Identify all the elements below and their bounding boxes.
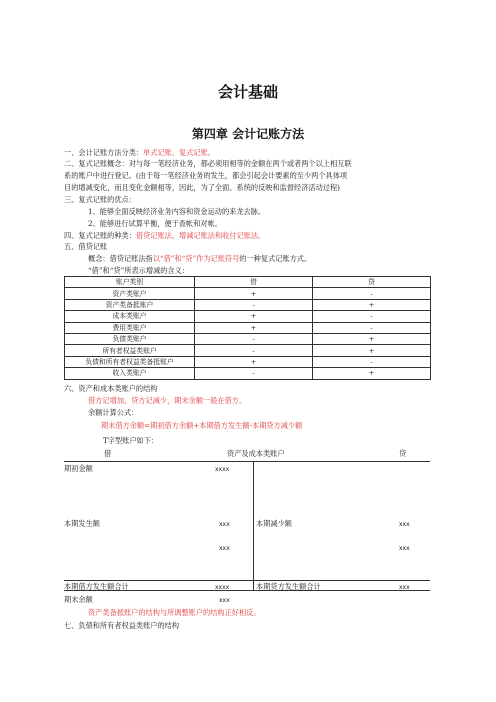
credit-cell: - (313, 288, 431, 299)
debit-credit-table (64, 276, 431, 380)
t-account-credit: 贷 (399, 449, 407, 458)
credit-cell: + (313, 299, 431, 310)
highlight-text: 单式记账、复式记账。 (143, 148, 215, 157)
paragraph-line: 三、复式记账的优点： (64, 195, 136, 204)
closing-balance-value: xxx (219, 597, 230, 604)
debit-cell: + (195, 311, 313, 322)
table-header: 贷 (313, 277, 431, 288)
debit-cell: - (195, 368, 313, 379)
t-account (64, 461, 430, 591)
paragraph-line: 目的增减变化，而且变化金额相等，因此，为了全面、系统的反映和监督经济活动过程) (64, 183, 340, 192)
table-row (65, 299, 431, 310)
closing-balance-label: 期末余额 (64, 595, 93, 604)
debit-cell: - (195, 333, 313, 344)
paragraph-line: 系的账户中进行登记。(由于每一笔经济业务的发生，都会引起会计要素的至少两个具体项 (64, 171, 348, 180)
credit-total-value: xxx (399, 584, 410, 591)
table-row (65, 288, 431, 299)
table-row (65, 368, 431, 379)
account-category-cell: 资产类账户 (65, 288, 195, 299)
chapter-heading: 第四章 会计记账方法 (191, 127, 305, 141)
highlight-text: 借贷记账法，增减记账法和收付记账法。 (135, 231, 266, 240)
t-account-title: 资产及成本类账户 (227, 449, 285, 458)
credit-cell: - (313, 356, 431, 367)
document-title: 会计基础 (217, 83, 278, 101)
paragraph-text: 概念：借贷记账法指 (88, 254, 153, 263)
period-occurrence-value: xxx (219, 545, 230, 552)
table-header: 借 (195, 277, 313, 288)
period-occurrence-value: xxx (219, 521, 230, 528)
account-category-cell: 负债类账户 (65, 333, 195, 344)
t-account-label: T字型账户如下： (103, 436, 159, 445)
table-header-row (65, 277, 431, 288)
debit-cell: + (195, 288, 313, 299)
period-decrease-label: 本期减少额 (256, 519, 292, 528)
credit-cell: - (313, 322, 431, 333)
formula: 期末借方余额=期初借方余额+本期借方发生额-本期贷方减少额 (101, 421, 303, 430)
credit-cell: - (313, 311, 431, 322)
debit-cell: + (195, 356, 313, 367)
account-category-cell: 资产类备抵账户 (65, 299, 195, 310)
period-decrease-value: xxx (399, 521, 410, 528)
debit-cell: + (195, 322, 313, 333)
highlight-text: 以“借”和“贷”作为记账符号 (152, 254, 240, 263)
list-item: 2、能够进行试算平衡，便于查帐和对帐。 (88, 219, 222, 228)
debit-total-label: 本期借方发生额合计 (64, 582, 129, 591)
table-row (65, 311, 431, 322)
section-heading: 七、负债和所有者权益类账户的结构 (64, 621, 180, 630)
paragraph-line: “借”和“贷”所表示增减的含义： (88, 266, 189, 275)
opening-balance-label: 期初金额 (64, 464, 93, 473)
list-item: 1、能够全面反映经济业务内容和资金运动的来龙去脉。 (88, 207, 266, 216)
table-header: 账户类别 (65, 277, 195, 288)
formula-label: 余额计算公式： (88, 408, 139, 417)
account-category-cell: 负债和所有者权益类备抵账户 (65, 356, 195, 367)
period-occurrence-label: 本期发生额 (64, 519, 100, 528)
table-row (65, 356, 431, 367)
table-row (65, 322, 431, 333)
credit-cell: + (313, 333, 431, 344)
paragraph-concept (88, 254, 311, 263)
paragraph-text: 一、会计记账方法分类： (64, 148, 144, 157)
paragraph-types (64, 231, 265, 240)
credit-cell: + (313, 345, 431, 356)
table-row (65, 345, 431, 356)
paragraph-classification (64, 148, 215, 157)
t-account-debit: 借 (104, 449, 112, 458)
t-account-total-line (64, 580, 430, 581)
table-row (65, 333, 431, 344)
paragraph-line: 二、复式记账概念：对与每一笔经济业务，都必须用相等的金额在两个或者两个以上相互联 (64, 159, 352, 168)
period-decrease-value: xxx (399, 545, 410, 552)
debit-total-value: xxxx (215, 584, 230, 591)
debit-cell: - (195, 299, 313, 310)
paragraph-line: 五、借贷记账 (64, 242, 108, 251)
opening-balance-value: xxxx (215, 466, 230, 473)
credit-total-label: 本期贷方发生额合计 (256, 582, 321, 591)
account-category-cell: 成本类账户 (65, 311, 195, 322)
section-heading: 六、资产和成本类账户的结构 (64, 384, 158, 393)
account-category-cell: 所有者权益类账户 (65, 345, 195, 356)
credit-cell: + (313, 368, 431, 379)
paragraph-text: 四、复式记账的种类： (64, 231, 136, 240)
paragraph-text: 的一种复式记账方式。 (239, 254, 312, 263)
contra-note: 资产类备抵账户的结构与所调整账户的结构正好相反。 (88, 608, 261, 617)
section-rule: 借方记增加，贷方记减少，期末余额一般在借方。 (88, 396, 247, 405)
t-account-divider (253, 462, 254, 590)
account-category-cell: 费用类账户 (65, 322, 195, 333)
debit-cell: - (195, 345, 313, 356)
account-category-cell: 收入类账户 (65, 368, 195, 379)
